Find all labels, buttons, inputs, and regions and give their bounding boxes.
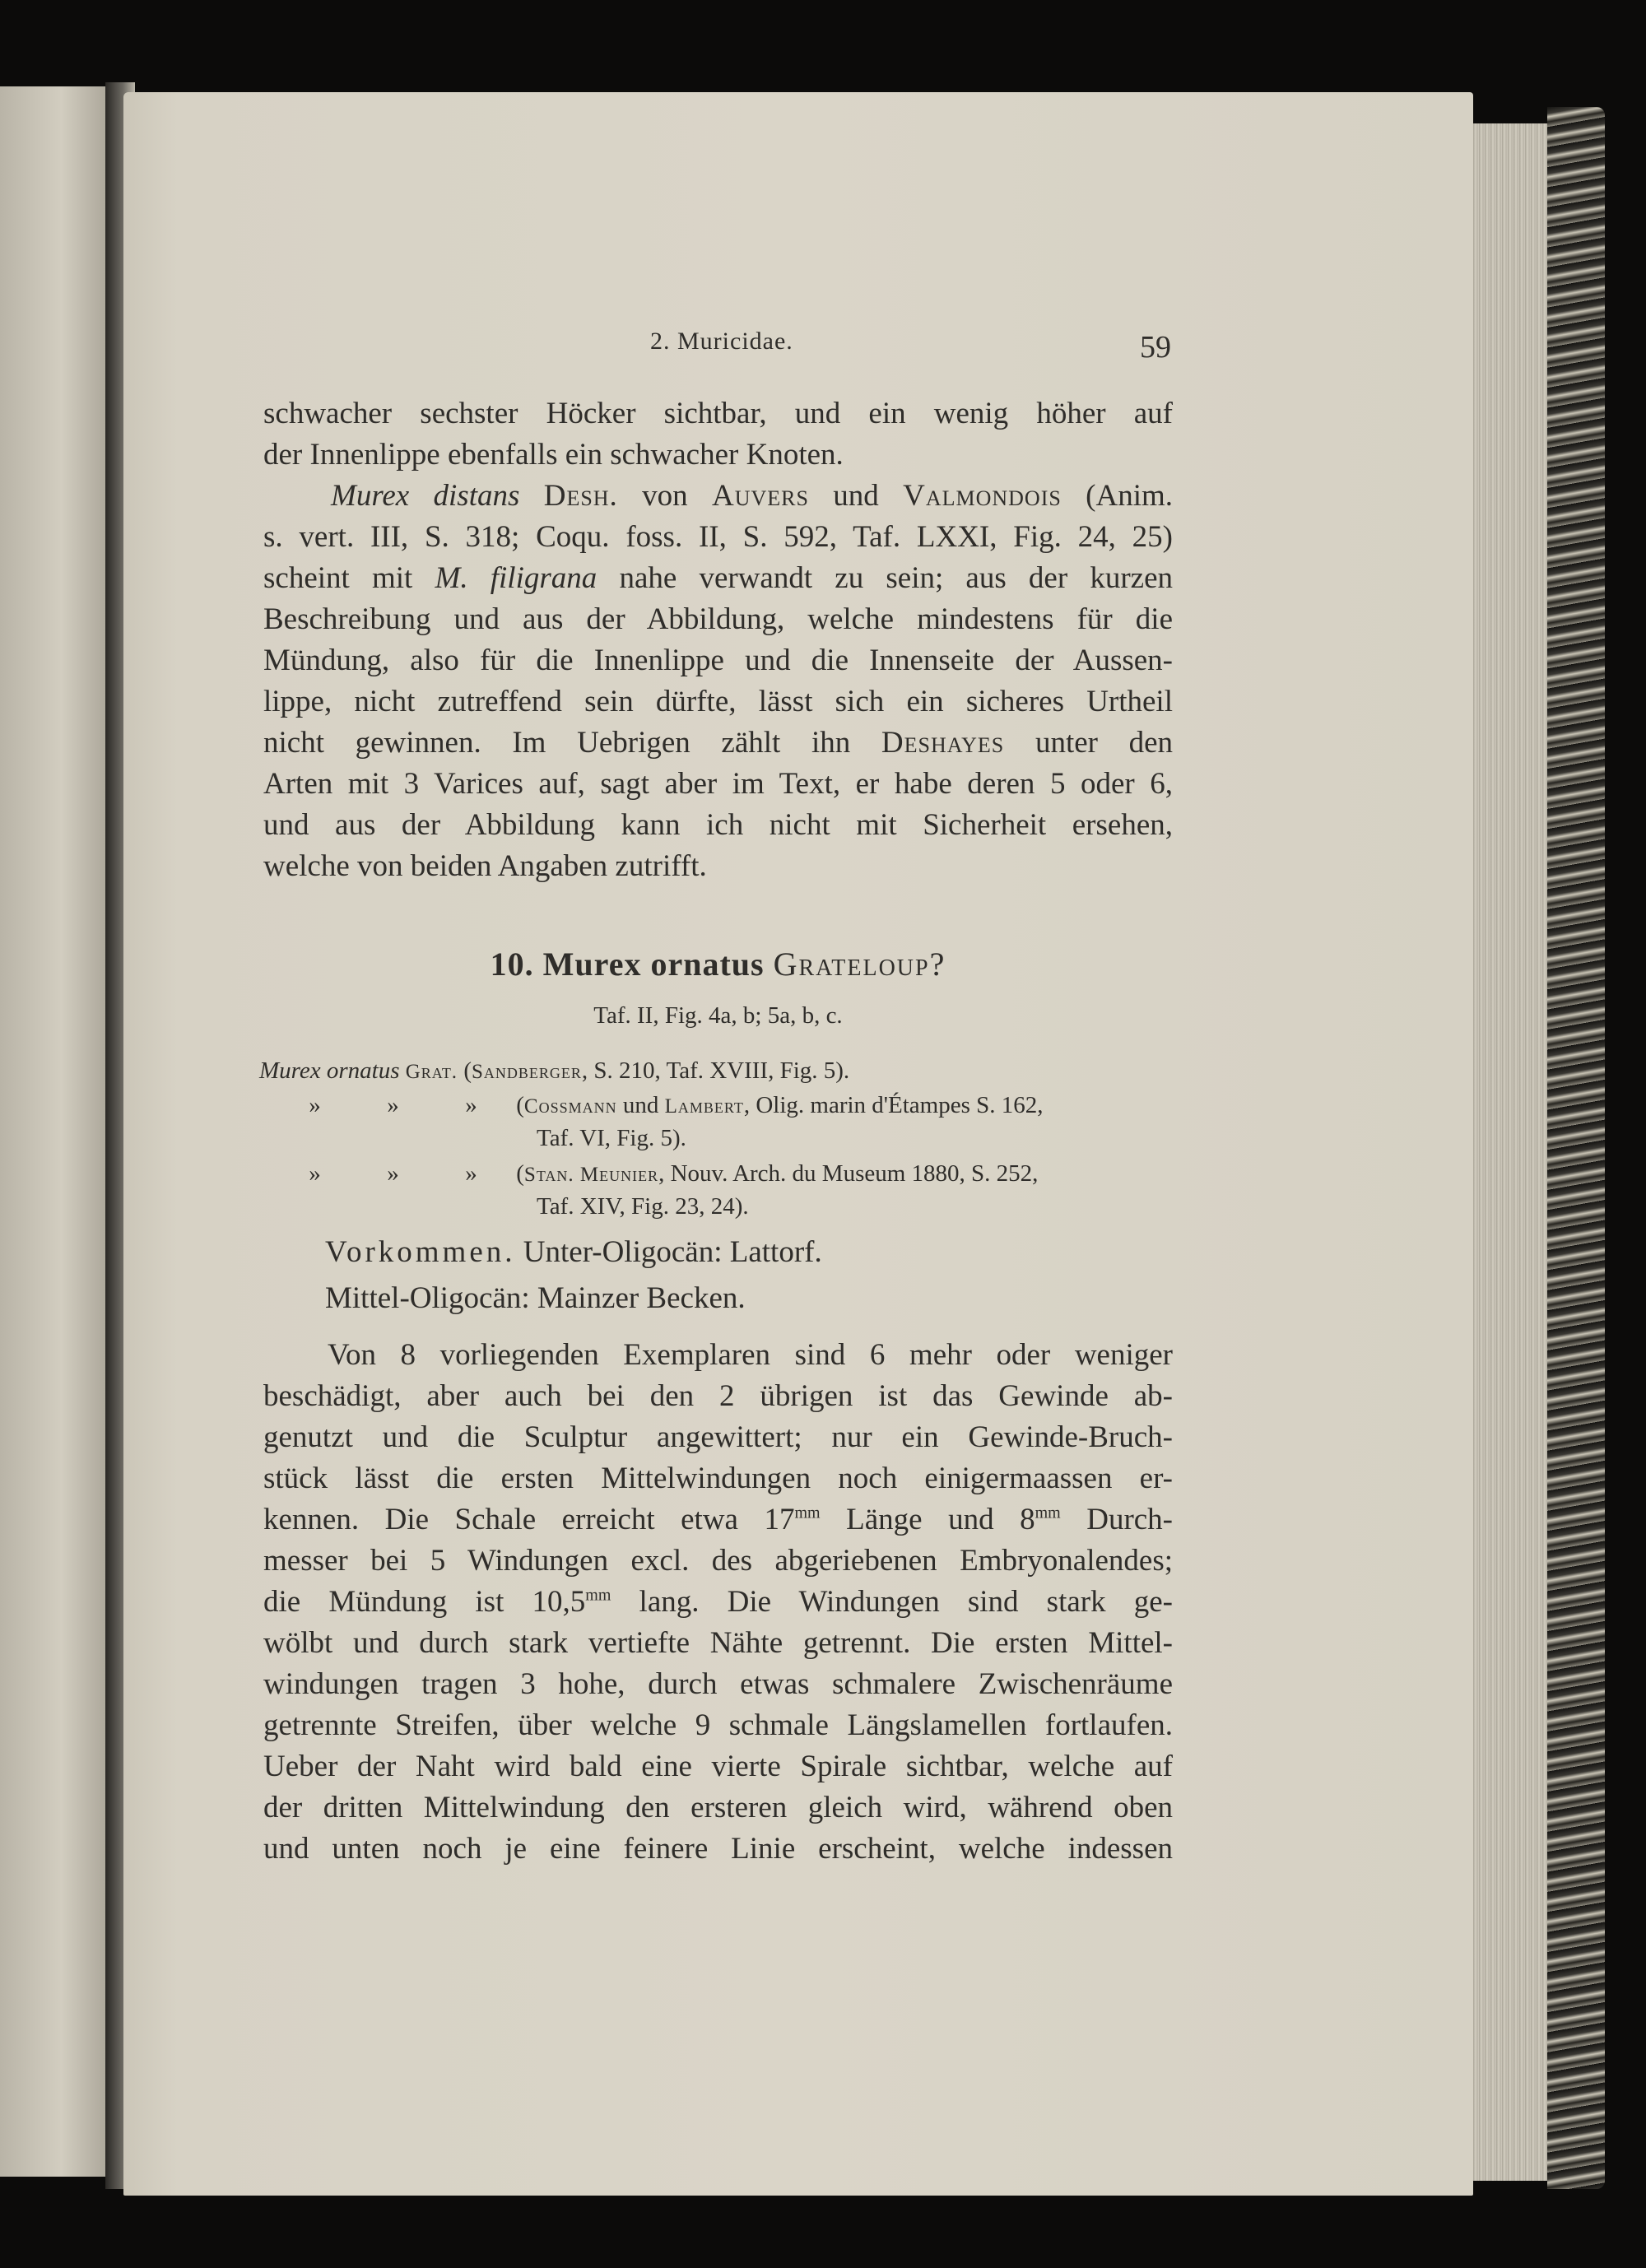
text-line: Arten mit 3 Varices auf, sagt aber im Text, er habe deren 5 oder 6, [263,767,1173,801]
text-line: Ueber der Naht wird bald eine vierte Spirale sichtbar, welche auf [263,1750,1173,1783]
text-line: Beschreibung und aus der Abbildung, welche mindestens für die [263,602,1173,636]
synonymy-continuation: Taf. XIV, Fig. 23, 24). [537,1193,749,1220]
synonymy-entry: » » » (Stan. Meunier, Nouv. Arch. du Museum 1880, S. 252, [309,1160,1039,1187]
author-name: Deshayes [881,726,1005,760]
text-line: beschädigt, aber auch bei den 2 übrigen ist das Gewinde ab- [263,1379,1173,1413]
text-line: kennen. Die Schale erreicht etwa $17^{mm}$ Länge und $8^{mm}$ Durch- [263,1503,1174,1536]
species-heading-name: Murex ornatus [542,946,765,983]
text-line: nicht gewinnen. Im Uebrigen zählt ihn Deshayes unter den [263,726,1174,760]
text-line: Murex distans Desh. von Auvers und Valmondois (Anim. [331,479,1174,513]
species-name: Murex distans [331,479,520,513]
species-number: 10. [490,946,534,983]
text-line: stück lässt die ersten Mittelwindungen noch einigermaassen er- [263,1462,1173,1495]
text-line: s. vert. III, S. 318; Coqu. foss. II, S. 592, Taf. LXXI, Fig. 24, 25) [263,520,1173,554]
text-line: welche von beiden Angaben zutrifft. [263,849,707,883]
page-number: 59 [1140,330,1171,365]
text-line: windungen tragen 3 hohe, durch etwas schmalere Zwischenräume [263,1667,1173,1701]
text-line: und unten noch je eine feinere Linie erscheint, welche indessen [263,1832,1173,1866]
occurrence-label: Vorkommen. [325,1235,516,1269]
figure-reference: Taf. II, Fig. 4a, b; 5a, b, c. [593,1002,843,1029]
synonymy-entry: Murex ornatus Grat. (Sandberger, S. 210, Taf. XVIII, Fig. 5). [259,1057,850,1084]
text-line: getrennte Streifen, über welche 9 schmale Längslamellen fortlaufen. [263,1708,1173,1742]
text-line: lippe, nicht zutreffend sein dürfte, lässt sich ein sicheres Urtheil [263,685,1173,718]
running-head: 2. Muricidae. [650,328,793,355]
synonymy-continuation: Taf. VI, Fig. 5). [537,1125,686,1151]
text-line: scheint mit M. filigrana nahe verwandt zu sein; aus der kurzen [263,561,1174,595]
text-line: Mündung, also für die Innenlippe und die Innenseite der Aussen- [263,644,1173,677]
occurrence-line: Vorkommen. Unter-Oligocän: Lattorf. [325,1235,822,1269]
locality: Valmondois [903,479,1062,513]
left-page-edge [0,86,111,2177]
synonymy-entry: » » » (Cossmann und Lambert, Olig. marin d'Étampes S. 162, [309,1092,1044,1118]
text-line: Von 8 vorliegenden Exemplaren sind 6 mehr oder weniger [328,1338,1173,1372]
text-line: schwacher sechster Höcker sichtbar, und ein wenig höher auf [263,397,1173,430]
locality: Auvers [711,479,809,513]
author-name: Desh. [543,479,618,513]
text-line: der dritten Mittelwindung den ersteren gleich wird, während oben [263,1791,1173,1824]
text-line: die Mündung ist $10,5^{mm}$ lang. Die Windungen sind stark ge- [263,1585,1173,1619]
text-line: und aus der Abbildung kann ich nicht mit Sicherheit ersehen, [263,808,1173,842]
page-edges [1473,123,1551,2181]
species-heading [263,945,1173,983]
species-heading-author: Grateloup? [773,946,946,983]
text-line: messer bei 5 Windungen excl. des abgeriebenen Embryonalendes; [263,1544,1173,1578]
text-line: genutzt und die Sculptur angewittert; nur ein Gewinde-Bruch- [263,1420,1173,1454]
book-cover-edge [1547,107,1605,2189]
species-name: M. filigrana [435,561,597,595]
text-line: der Innenlippe ebenfalls ein schwacher Knoten. [263,438,844,472]
occurrence-line: Mittel-Oligocän: Mainzer Becken. [325,1281,746,1315]
text-line: wölbt und durch stark vertiefte Nähte getrennt. Die ersten Mittel- [263,1626,1173,1660]
